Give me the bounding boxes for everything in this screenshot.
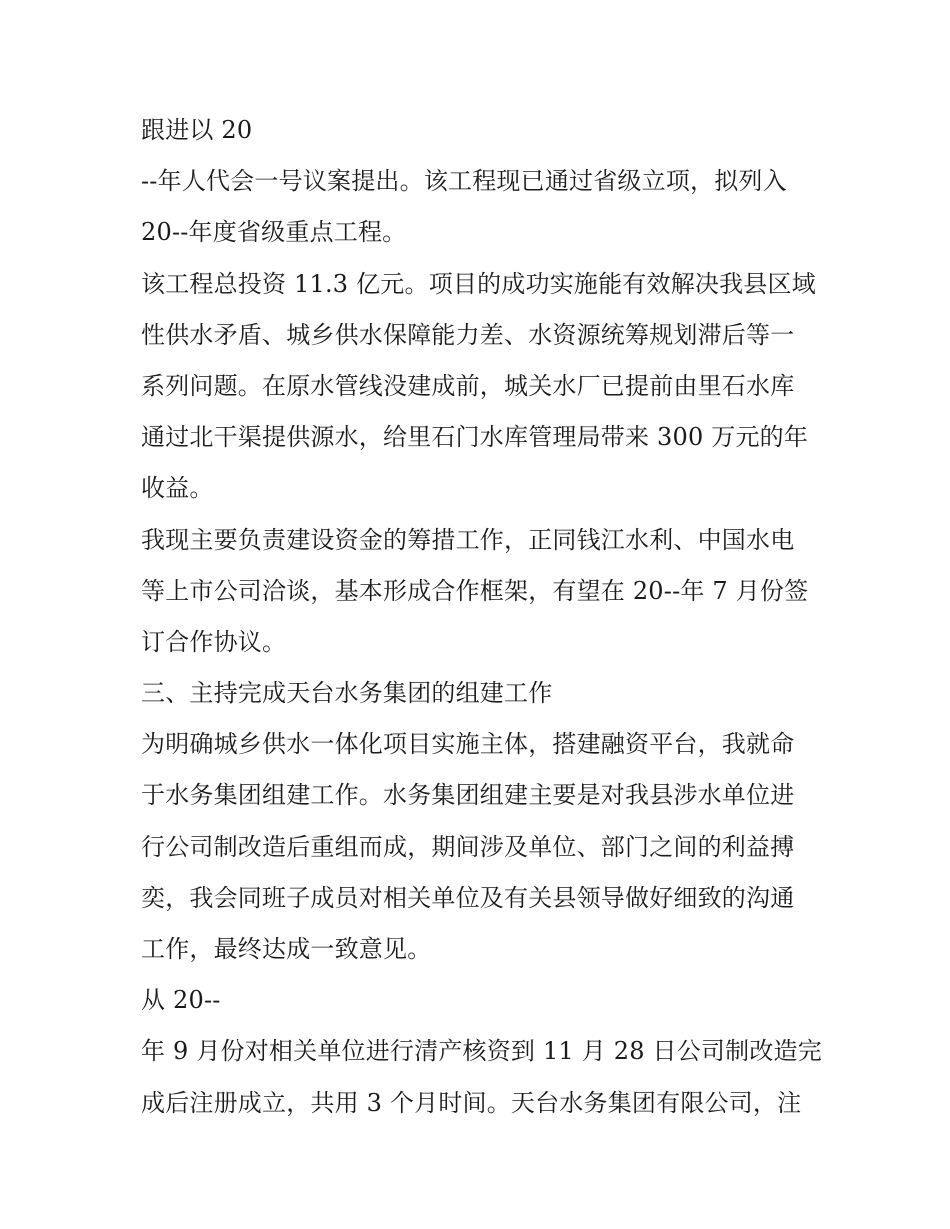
text-line: 该工程总投资 11.3 亿元。项目的成功实施能有效解决我县区域 xyxy=(141,269,816,298)
text-line: 等上市公司洽谈，基本形成合作框架，有望在 20--年 7 月份签 xyxy=(141,576,809,605)
text-line: 从 20-- xyxy=(141,986,221,1015)
text-line: 收益。 xyxy=(141,474,214,503)
text-line: 我现主要负责建设资金的筹措工作，正同钱江水利、中国水电 xyxy=(141,525,795,554)
text-line: 订合作协议。 xyxy=(141,627,287,656)
text-line: 年 9 月份对相关单位进行清产核资到 11 月 28 日公司制改造完 xyxy=(141,1037,822,1066)
text-line: 奕，我会同班子成员对相关单位及有关县领导做好细致的沟通 xyxy=(141,883,795,912)
text-line: 跟进以 20 xyxy=(141,116,253,144)
text-line: 行公司制改造后重组而成，期间涉及单位、部门之间的利益搏 xyxy=(141,832,795,861)
text-line: 性供水矛盾、城乡供水保障能力差、水资源统筹规划滞后等一 xyxy=(141,320,795,349)
text-line: 20--年度省级重点工程。 xyxy=(141,218,407,247)
text-line: 于水务集团组建工作。水务集团组建主要是对我县涉水单位进 xyxy=(141,781,795,810)
text-line: --年人代会一号议案提出。该工程现已通过省级立项，拟列入 xyxy=(141,167,787,196)
section-heading: 三、主持完成天台水务集团的组建工作 xyxy=(141,679,553,708)
text-line: 成后注册成立，共用 3 个月时间。天台水务集团有限公司，注 xyxy=(141,1088,802,1117)
text-line: 工作，最终达成一致意见。 xyxy=(141,935,432,963)
text-line: 为明确城乡供水一体化项目实施主体，搭建融资平台，我就命 xyxy=(141,730,795,759)
document-body xyxy=(141,111,821,1135)
text-line: 通过北干渠提供源水，给里石门水库管理局带来 300 万元的年 xyxy=(141,423,809,452)
text-line: 系列问题。在原水管线没建成前，城关水厂已提前由里石水库 xyxy=(141,371,795,400)
